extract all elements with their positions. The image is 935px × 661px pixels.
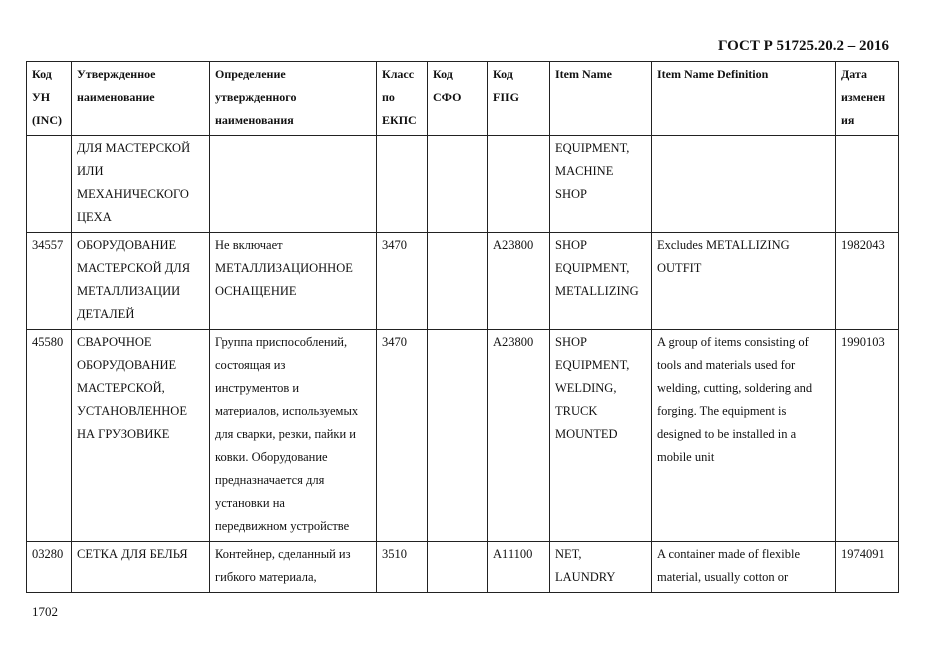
cell-line: наименования [215,113,294,127]
cell-line: по [382,90,395,104]
cell-line: OUTFIT [657,261,702,275]
cell-fiig-code [488,542,550,593]
cell-code-inc [27,330,72,542]
cell-sfo-code [428,136,488,233]
cell-line: 1990103 [841,335,885,349]
column-header-code-inc [27,62,72,136]
cell-item-name-definition [652,542,836,593]
cell-line: УН [32,90,51,104]
cell-line: MOUNTED [555,427,618,441]
cell-item-name [550,330,652,542]
cell-change-date [836,542,899,593]
cell-line: Код [32,67,52,81]
cell-line: EQUIPMENT, [555,358,630,372]
cell-approved-name [72,233,210,330]
cell-name-definition [210,233,377,330]
cell-line: ИЛИ [77,164,104,178]
cell-line: СФО [433,90,462,104]
cell-line: материалов, используемых [215,404,359,418]
cell-sfo-code [428,542,488,593]
cell-line: SHOP [555,238,587,252]
document-header: ГОСТ Р 51725.20.2 – 2016 [717,38,889,54]
cell-line: material, usually cotton or [657,570,789,584]
column-header-ekps-class [377,62,428,136]
cell-change-date [836,233,899,330]
table-row [27,136,899,233]
cell-approved-name [72,542,210,593]
cell-line: МАСТЕРСКОЙ, [77,381,165,395]
cell-line: Группа приспособлений, [215,335,348,349]
cell-line: МЕХАНИЧЕСКОГО [77,187,189,201]
cell-line: tools and materials used for [657,358,796,372]
cell-line: LAUNDRY [555,570,616,584]
page-number: 1702 [32,604,58,619]
cell-line: Утвержденное [77,67,156,81]
cell-line: Код [493,67,513,81]
cell-line: (INC) [32,113,62,127]
cell-line: 34557 [32,238,64,252]
cell-approved-name [72,330,210,542]
cell-line: предназначается для [215,473,325,487]
cell-name-definition [210,136,377,233]
cell-line: A11100 [493,547,533,561]
cell-ekps-class [377,330,428,542]
cell-line: SHOP [555,335,587,349]
cell-line: Item Name Definition [657,67,769,81]
cell-line: передвижном устройстве [215,519,350,533]
cell-line: SHOP [555,187,587,201]
cell-line: EQUIPMENT, [555,141,630,155]
cell-line: ОБОРУДОВАНИЕ [77,238,177,252]
cell-line: инструментов и [215,381,300,395]
cell-line: СЕТКА ДЛЯ БЕЛЬЯ [77,547,188,561]
cell-line: Контейнер, сделанный из [215,547,351,561]
cell-line: Item Name [555,67,612,81]
cell-item-name [550,542,652,593]
cell-line: Код [433,67,453,81]
cell-item-name-definition [652,330,836,542]
cell-ekps-class [377,136,428,233]
cell-line: Дата [841,67,867,81]
cell-item-name [550,136,652,233]
cell-item-name [550,233,652,330]
cell-line: Excludes METALLIZING [657,238,790,252]
cell-line: состоящая из [215,358,286,372]
cell-line: гибкого материала, [215,570,317,584]
cell-sfo-code [428,233,488,330]
cell-line: forging. The equipment is [657,404,787,418]
cell-line: наименование [77,90,155,104]
cell-line: ЕКПС [382,113,417,127]
cell-line: СВАРОЧНОЕ [77,335,152,349]
cell-code-inc [27,136,72,233]
cell-ekps-class [377,542,428,593]
cell-line: МАСТЕРСКОЙ ДЛЯ [77,261,191,275]
cell-line: A container made of flexible [657,547,800,561]
cell-line: изменен [841,90,886,104]
cell-change-date [836,136,899,233]
cell-line: MACHINE [555,164,614,178]
cell-fiig-code [488,330,550,542]
cell-ekps-class [377,233,428,330]
column-header-approved-name [72,62,210,136]
data-table [26,61,899,593]
cell-line: Класс [382,67,415,81]
cell-line: МЕТАЛЛИЗАЦИИ [77,284,181,298]
cell-line: A group of items consisting of [657,335,809,349]
cell-line: NET, [555,547,582,561]
cell-name-definition [210,330,377,542]
cell-line: установки на [215,496,285,510]
cell-line: ДЛЯ МАСТЕРСКОЙ [77,141,191,155]
cell-item-name-definition [652,136,836,233]
cell-line: WELDING, [555,381,617,395]
cell-line: 03280 [32,547,64,561]
cell-line: 3470 [382,335,407,349]
cell-code-inc [27,233,72,330]
cell-approved-name [72,136,210,233]
cell-line: Не включает [215,238,283,252]
table-body [27,136,899,593]
cell-code-inc [27,542,72,593]
cell-line: METALLIZING [555,284,639,298]
cell-fiig-code [488,233,550,330]
cell-sfo-code [428,330,488,542]
column-header-item-name-definition [652,62,836,136]
table-row [27,542,899,593]
cell-line: МЕТАЛЛИЗАЦИОННОЕ [215,261,353,275]
cell-line: УСТАНОВЛЕННОЕ [77,404,187,418]
cell-line: 1974091 [841,547,885,561]
cell-fiig-code [488,136,550,233]
cell-name-definition [210,542,377,593]
cell-line: НА ГРУЗОВИКЕ [77,427,170,441]
cell-line: 3470 [382,238,407,252]
column-header-fiig-code [488,62,550,136]
cell-line: 3510 [382,547,407,561]
cell-line: A23800 [493,238,534,252]
cell-line: ДЕТАЛЕЙ [77,307,135,321]
column-header-sfo-code [428,62,488,136]
cell-item-name-definition [652,233,836,330]
cell-line: welding, cutting, soldering and [657,381,813,395]
cell-line: 1982043 [841,238,885,252]
table-header-row [27,62,899,136]
cell-line: A23800 [493,335,534,349]
cell-line: ЦЕХА [77,210,112,224]
cell-line: mobile unit [657,450,715,464]
column-header-name-definition [210,62,377,136]
cell-line: ковки. Оборудование [215,450,328,464]
cell-line: designed to be installed in a [657,427,797,441]
column-header-change-date [836,62,899,136]
cell-line: ОСНАЩЕНИЕ [215,284,297,298]
cell-line: TRUCK [555,404,598,418]
table-row [27,233,899,330]
cell-line: утвержденного [215,90,297,104]
column-header-item-name [550,62,652,136]
cell-line: ОБОРУДОВАНИЕ [77,358,177,372]
cell-line: EQUIPMENT, [555,261,630,275]
table-row [27,330,899,542]
cell-change-date [836,330,899,542]
cell-line: Определение [215,67,286,81]
cell-line: 45580 [32,335,64,349]
cell-line: ия [841,113,855,127]
cell-line: для сварки, резки, пайки и [215,427,356,441]
cell-line: FIIG [493,90,520,104]
